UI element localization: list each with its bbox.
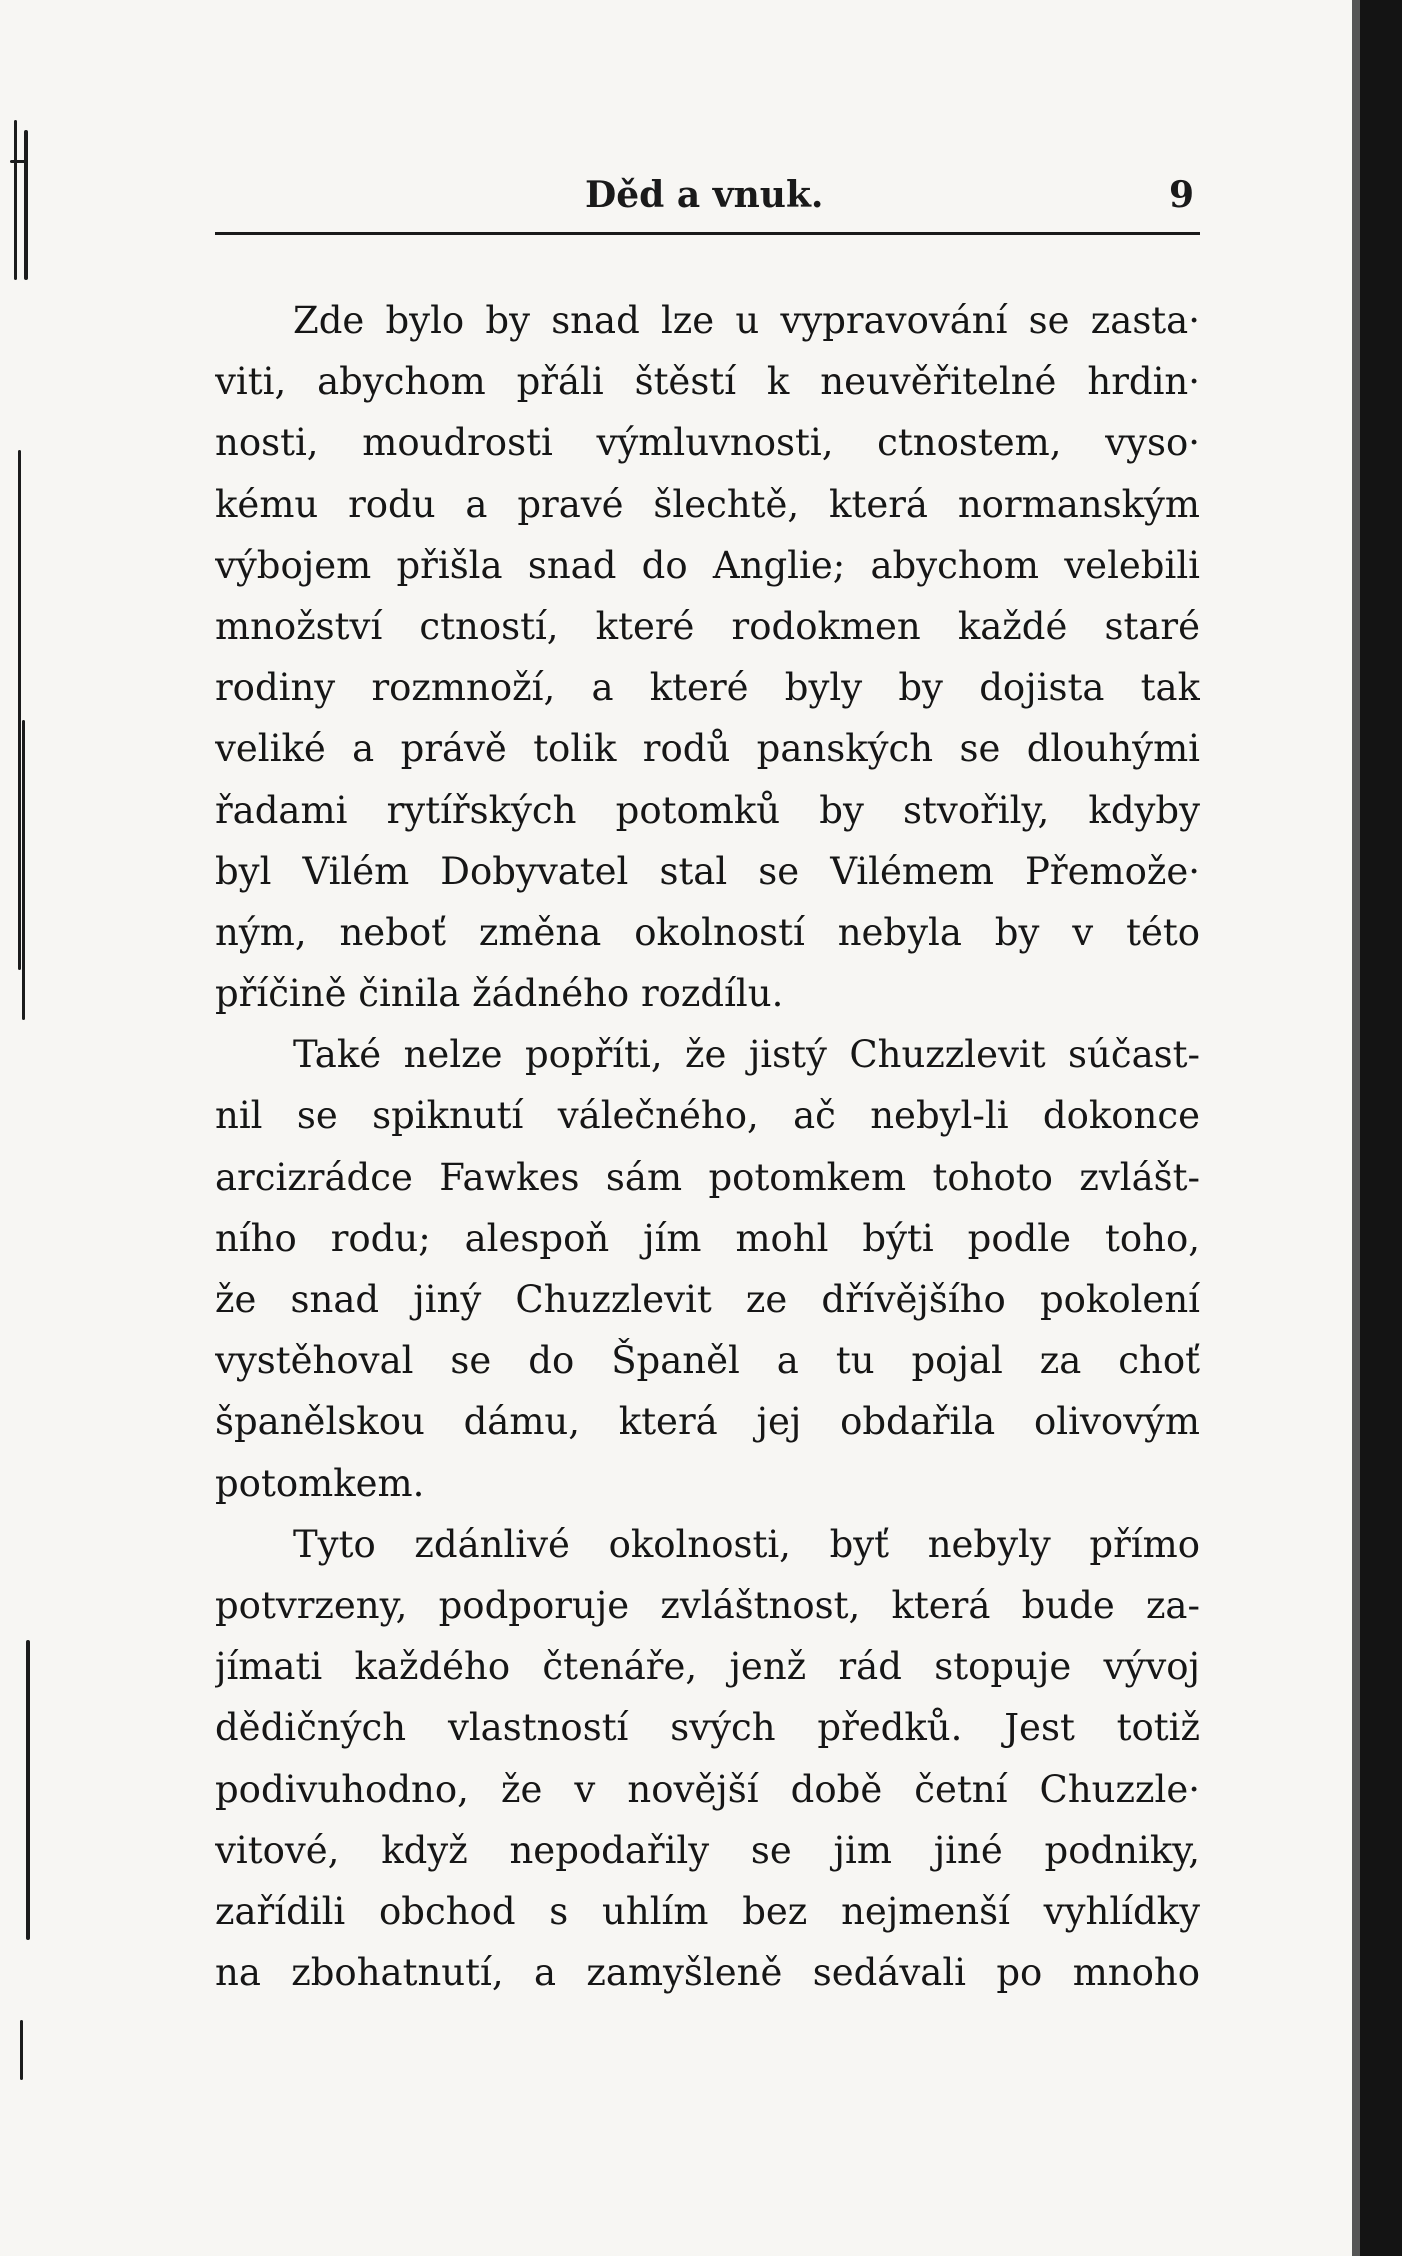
paragraph — [215, 290, 1200, 1024]
text-line: nosti, moudrosti výmluvnosti, ctnostem, vyso· — [215, 421, 1200, 465]
text-line: jímati každého čtenáře, jenž rád stopuje vývoj — [215, 1645, 1200, 1689]
paragraph — [215, 1514, 1200, 2004]
text-line: že snad jiný Chuzzlevit ze dřívějšího pokolení — [215, 1278, 1200, 1321]
text-line: dědičných vlastností svých předků. Jest totiž — [215, 1706, 1200, 1750]
text-line: vystěhoval se do Španěl a tu pojal za choť — [215, 1339, 1200, 1383]
page-right-edge — [1356, 0, 1402, 2256]
text-line: kému rodu a pravé šlechtě, která normanským — [215, 482, 1200, 526]
text-line: veliké a právě tolik rodů panských se dlouhými — [215, 727, 1200, 771]
text-line: množství ctností, které rodokmen každé staré — [215, 604, 1200, 648]
text-line: nil se spiknutí válečného, ač nebyl-li dokonce — [215, 1094, 1200, 1138]
text-line: zařídili obchod s uhlím bez nejmenší vyhlídky — [215, 1889, 1200, 1933]
text-line: Také nelze popříti, že jistý Chuzzlevit súčast- — [293, 1033, 1200, 1077]
text-line: potomkem. — [215, 1461, 425, 1505]
text-line: arcizrádce Fawkes sám potomkem tohoto zvlášt- — [215, 1155, 1200, 1199]
text-line: viti, abychom přáli štěstí k neuvěřitelné hrdin· — [215, 360, 1200, 404]
running-title: Děd a vnuk. — [585, 174, 824, 216]
body-text — [215, 290, 1200, 2003]
text-line: potvrzeny, podporuje zvláštnost, která bude za- — [215, 1583, 1200, 1627]
text-line: byl Vilém Dobyvatel stal se Vilémem Přemože· — [215, 849, 1200, 893]
text-line: Tyto zdánlivé okolnosti, byť nebyly přímo — [293, 1522, 1200, 1566]
text-line: výbojem přišla snad do Anglie; abychom velebili — [215, 543, 1200, 587]
text-line: Zde bylo by snad lze u vypravování se zasta· — [293, 299, 1200, 342]
text-line: podivuhodno, že v novější době četní Chuzzle· — [215, 1767, 1200, 1811]
text-line: španělskou dámu, která jej obdařila olivovým — [215, 1400, 1200, 1444]
text-line: řadami rytířských potomků by stvořily, kdyby — [215, 788, 1200, 832]
text-line: ního rodu; alespoň jím mohl býti podle toho, — [215, 1216, 1200, 1260]
text-line: vitové, když nepodařily se jim jiné podniky, — [215, 1828, 1200, 1872]
text-line: na zbohatnutí, a zamyšleně sedávali po mnoho — [215, 1951, 1200, 1995]
binding-edge — [10, 120, 40, 2070]
header-rule — [215, 232, 1200, 235]
running-header — [215, 168, 1200, 228]
paragraph — [215, 1024, 1200, 1514]
text-line: rodiny rozmnoží, a které byly by dojista tak — [215, 666, 1200, 710]
text-line: ným, neboť změna okolností nebyla by v této — [215, 910, 1200, 954]
text-line: příčině činila žádného rozdílu. — [215, 972, 784, 1016]
page-number: 9 — [1168, 174, 1194, 216]
